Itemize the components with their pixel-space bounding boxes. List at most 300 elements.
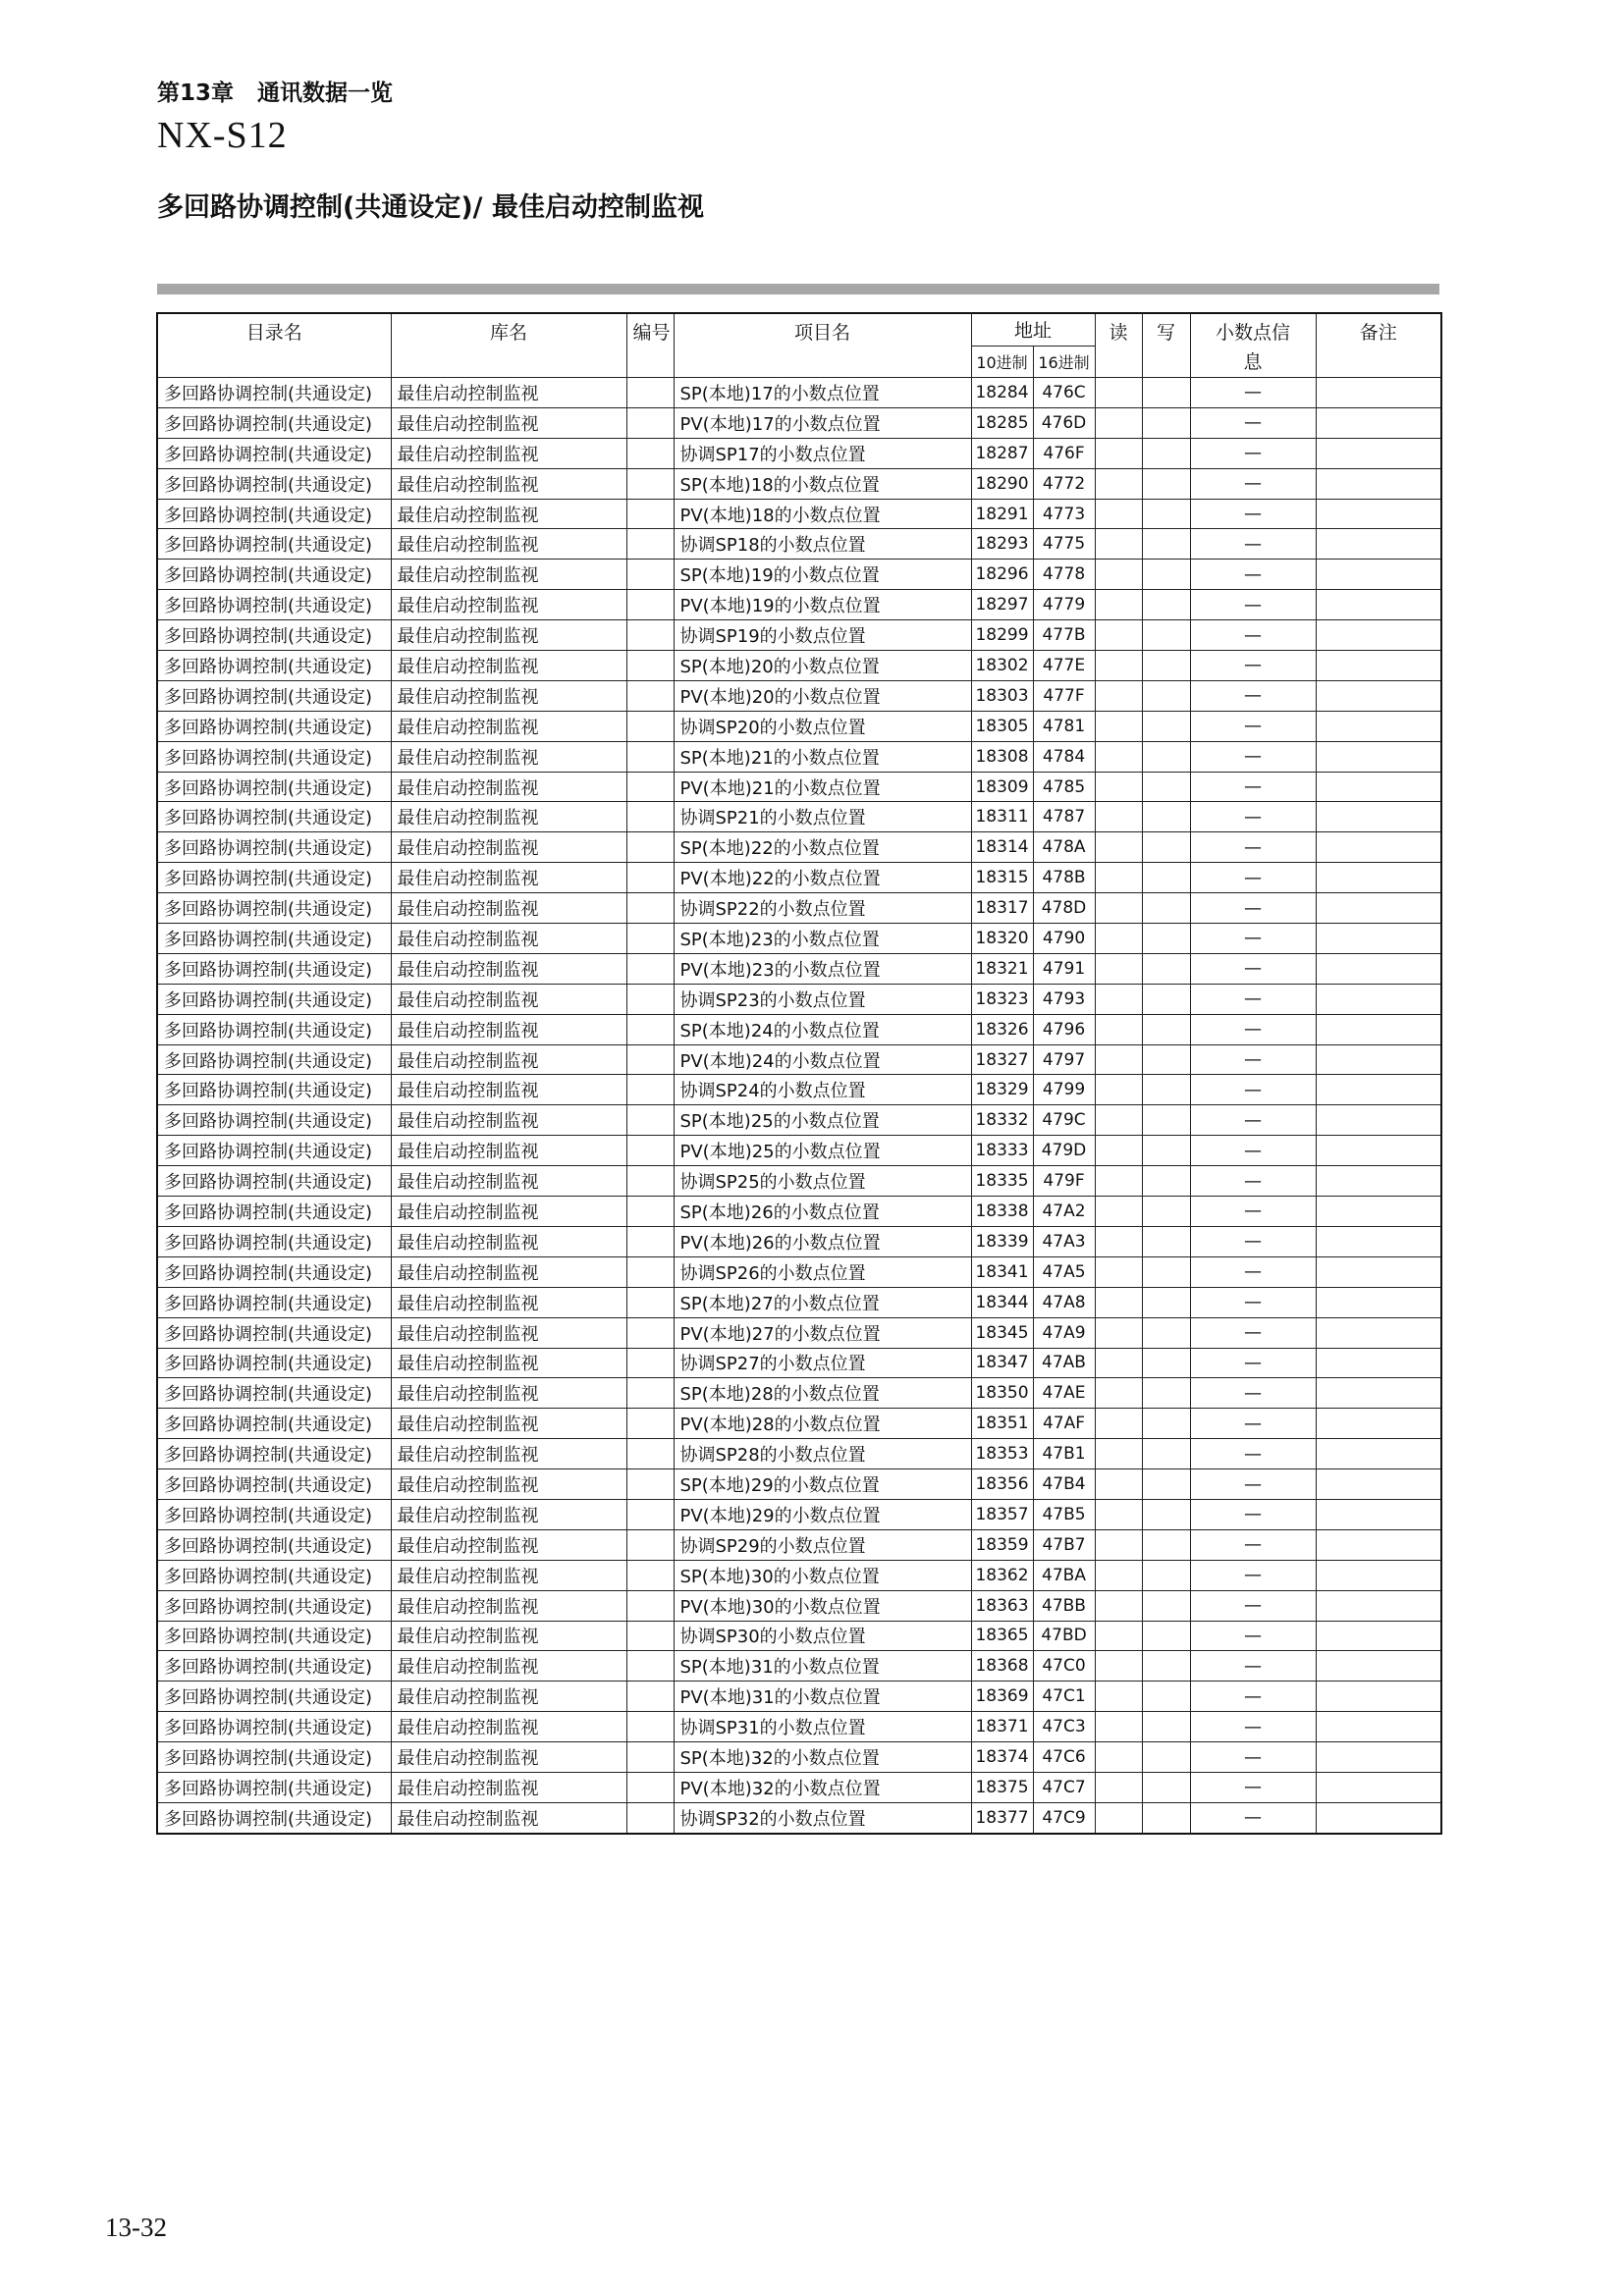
cell-number [626,1136,674,1166]
table-row [157,499,1441,529]
cell-address-dec: 18353 [971,1439,1033,1469]
cell-decimal-info: — [1190,407,1316,438]
cell-number [626,378,674,408]
cell-decimal-info: — [1190,651,1316,681]
header-read: 读 [1095,313,1142,378]
cell-catalog: 多回路协调控制(共通设定) [157,378,391,408]
cell-decimal-info: — [1190,1651,1316,1682]
table-row [157,560,1441,590]
cell-address-dec: 18359 [971,1529,1033,1560]
cell-item: SP(本地)27的小数点位置 [674,1287,971,1317]
cell-write [1142,1529,1190,1560]
cell-item: 协调SP19的小数点位置 [674,620,971,651]
cell-address-dec: 18362 [971,1560,1033,1590]
table-row [157,680,1441,711]
cell-decimal-info: — [1190,1529,1316,1560]
cell-decimal-info: — [1190,590,1316,620]
cell-write [1142,893,1190,924]
cell-item: PV(本地)21的小数点位置 [674,772,971,802]
table-row [157,1317,1441,1348]
cell-decimal-info: — [1190,1772,1316,1802]
table-row [157,711,1441,741]
cell-number [626,407,674,438]
cell-number [626,1560,674,1590]
cell-read [1095,1742,1142,1773]
cell-decimal-info: — [1190,802,1316,832]
cell-address-hex: 47C0 [1033,1651,1095,1682]
cell-remarks [1316,1256,1441,1287]
cell-remarks [1316,893,1441,924]
cell-catalog: 多回路协调控制(共通设定) [157,1802,391,1833]
cell-read [1095,560,1142,590]
cell-catalog: 多回路协调控制(共通设定) [157,1560,391,1590]
cell-address-dec: 18347 [971,1348,1033,1378]
cell-decimal-info: — [1190,772,1316,802]
cell-number [626,1226,674,1256]
cell-catalog: 多回路协调控制(共通设定) [157,802,391,832]
cell-address-hex: 4793 [1033,984,1095,1014]
cell-library: 最佳启动控制监视 [391,499,626,529]
cell-address-hex: 4781 [1033,711,1095,741]
cell-read [1095,1226,1142,1256]
cell-address-hex: 47BB [1033,1590,1095,1621]
cell-read [1095,590,1142,620]
cell-library: 最佳启动控制监视 [391,1197,626,1227]
cell-read [1095,984,1142,1014]
cell-remarks [1316,1682,1441,1712]
cell-number [626,772,674,802]
cell-address-hex: 47BA [1033,1560,1095,1590]
cell-catalog: 多回路协调控制(共通设定) [157,1287,391,1317]
cell-address-hex: 47A5 [1033,1256,1095,1287]
table-row [157,620,1441,651]
cell-read [1095,438,1142,468]
cell-address-hex: 4784 [1033,741,1095,772]
table-row [157,378,1441,408]
cell-number [626,711,674,741]
cell-number [626,832,674,863]
cell-catalog: 多回路协调控制(共通设定) [157,1682,391,1712]
cell-read [1095,651,1142,681]
cell-address-dec: 18335 [971,1166,1033,1197]
table-row [157,651,1441,681]
table-row [157,529,1441,560]
cell-library: 最佳启动控制监视 [391,560,626,590]
cell-item: 协调SP31的小数点位置 [674,1712,971,1742]
table-row [157,468,1441,499]
cell-library: 最佳启动控制监视 [391,1226,626,1256]
cell-number [626,499,674,529]
header-number: 编号 [626,313,674,378]
table-row [157,741,1441,772]
cell-read [1095,863,1142,893]
section-divider [157,284,1439,294]
table-row [157,1529,1441,1560]
cell-number [626,680,674,711]
cell-decimal-info: — [1190,1256,1316,1287]
cell-library: 最佳启动控制监视 [391,1105,626,1136]
cell-decimal-info: — [1190,1348,1316,1378]
cell-remarks [1316,560,1441,590]
cell-write [1142,1014,1190,1044]
cell-address-hex: 4779 [1033,590,1095,620]
cell-read [1095,1409,1142,1439]
cell-read [1095,1044,1142,1075]
cell-write [1142,1409,1190,1439]
table-row [157,1014,1441,1044]
cell-address-hex: 47C7 [1033,1772,1095,1802]
cell-item: 协调SP28的小数点位置 [674,1439,971,1469]
header-library: 库名 [391,313,626,378]
cell-item: PV(本地)19的小数点位置 [674,590,971,620]
cell-write [1142,1378,1190,1409]
cell-library: 最佳启动控制监视 [391,1651,626,1682]
cell-catalog: 多回路协调控制(共通设定) [157,1378,391,1409]
cell-remarks [1316,863,1441,893]
cell-catalog: 多回路协调控制(共通设定) [157,1197,391,1227]
cell-write [1142,772,1190,802]
cell-number [626,1682,674,1712]
cell-number [626,590,674,620]
cell-write [1142,1317,1190,1348]
cell-number [626,1439,674,1469]
cell-read [1095,1621,1142,1651]
table-row [157,1802,1441,1833]
cell-decimal-info: — [1190,378,1316,408]
cell-decimal-info: — [1190,1682,1316,1712]
cell-decimal-info: — [1190,1105,1316,1136]
cell-address-hex: 4775 [1033,529,1095,560]
cell-library: 最佳启动控制监视 [391,590,626,620]
cell-read [1095,407,1142,438]
cell-address-hex: 47AE [1033,1378,1095,1409]
cell-library: 最佳启动控制监视 [391,1590,626,1621]
cell-number [626,1348,674,1378]
cell-number [626,863,674,893]
cell-library: 最佳启动控制监视 [391,1044,626,1075]
cell-read [1095,1348,1142,1378]
cell-item: 协调SP20的小数点位置 [674,711,971,741]
cell-item: 协调SP17的小数点位置 [674,438,971,468]
cell-decimal-info: — [1190,832,1316,863]
cell-write [1142,1075,1190,1105]
cell-item: 协调SP25的小数点位置 [674,1166,971,1197]
chapter-heading [157,75,393,107]
cell-catalog: 多回路协调控制(共通设定) [157,1317,391,1348]
cell-remarks [1316,1226,1441,1256]
cell-address-hex: 476C [1033,378,1095,408]
cell-decimal-info: — [1190,1166,1316,1197]
cell-library: 最佳启动控制监视 [391,984,626,1014]
cell-write [1142,1712,1190,1742]
cell-library: 最佳启动控制监视 [391,1014,626,1044]
cell-library: 最佳启动控制监视 [391,1439,626,1469]
cell-write [1142,1226,1190,1256]
cell-library: 最佳启动控制监视 [391,832,626,863]
cell-address-dec: 18317 [971,893,1033,924]
communication-data-table [156,312,1442,1835]
model-name: NX-S12 [157,115,288,156]
header-item: 项目名 [674,313,971,378]
cell-address-dec: 18303 [971,680,1033,711]
cell-address-hex: 47B5 [1033,1499,1095,1529]
cell-item: SP(本地)26的小数点位置 [674,1197,971,1227]
cell-address-dec: 18332 [971,1105,1033,1136]
table-row [157,1560,1441,1590]
cell-address-dec: 18296 [971,560,1033,590]
cell-decimal-info: — [1190,984,1316,1014]
cell-item: PV(本地)32的小数点位置 [674,1772,971,1802]
cell-item: SP(本地)25的小数点位置 [674,1105,971,1136]
cell-address-hex: 477E [1033,651,1095,681]
cell-write [1142,1348,1190,1378]
cell-write [1142,1197,1190,1227]
cell-number [626,893,674,924]
cell-remarks [1316,1560,1441,1590]
cell-address-hex: 47A8 [1033,1287,1095,1317]
cell-address-dec: 18293 [971,529,1033,560]
table-row [157,1105,1441,1136]
header-decimal-info-text: 小数点信息 [1216,322,1291,373]
cell-decimal-info: — [1190,1560,1316,1590]
cell-address-dec: 18327 [971,1044,1033,1075]
header-remarks: 备注 [1316,313,1441,378]
cell-library: 最佳启动控制监视 [391,1499,626,1529]
cell-address-hex: 4785 [1033,772,1095,802]
cell-read [1095,893,1142,924]
table-row [157,1226,1441,1256]
cell-address-hex: 4790 [1033,924,1095,954]
cell-read [1095,1712,1142,1742]
cell-write [1142,651,1190,681]
table-row [157,407,1441,438]
cell-item: SP(本地)23的小数点位置 [674,924,971,954]
cell-write [1142,1256,1190,1287]
cell-item: PV(本地)24的小数点位置 [674,1044,971,1075]
cell-decimal-info: — [1190,1136,1316,1166]
cell-remarks [1316,1197,1441,1227]
cell-write [1142,984,1190,1014]
cell-read [1095,468,1142,499]
cell-catalog: 多回路协调控制(共通设定) [157,1226,391,1256]
cell-address-hex: 479F [1033,1166,1095,1197]
cell-decimal-info: — [1190,1317,1316,1348]
cell-catalog: 多回路协调控制(共通设定) [157,984,391,1014]
cell-write [1142,499,1190,529]
cell-item: 协调SP23的小数点位置 [674,984,971,1014]
cell-catalog: 多回路协调控制(共通设定) [157,529,391,560]
cell-item: PV(本地)27的小数点位置 [674,1317,971,1348]
cell-item: 协调SP21的小数点位置 [674,802,971,832]
cell-address-dec: 18285 [971,407,1033,438]
cell-address-hex: 477B [1033,620,1095,651]
cell-number [626,1621,674,1651]
cell-item: PV(本地)28的小数点位置 [674,1409,971,1439]
cell-address-dec: 18339 [971,1226,1033,1256]
cell-write [1142,1469,1190,1500]
cell-item: PV(本地)26的小数点位置 [674,1226,971,1256]
cell-address-dec: 18305 [971,711,1033,741]
cell-item: 协调SP18的小数点位置 [674,529,971,560]
cell-write [1142,1439,1190,1469]
cell-remarks [1316,529,1441,560]
cell-item: PV(本地)20的小数点位置 [674,680,971,711]
cell-number [626,529,674,560]
cell-decimal-info: — [1190,499,1316,529]
cell-remarks [1316,407,1441,438]
cell-write [1142,1590,1190,1621]
cell-catalog: 多回路协调控制(共通设定) [157,1439,391,1469]
cell-write [1142,378,1190,408]
cell-item: 协调SP32的小数点位置 [674,1802,971,1833]
cell-library: 最佳启动控制监视 [391,1560,626,1590]
table-row [157,1075,1441,1105]
chapter-number: 第13章 [157,80,235,106]
cell-library: 最佳启动控制监视 [391,924,626,954]
table-body [157,378,1441,1834]
cell-write [1142,680,1190,711]
cell-address-dec: 18365 [971,1621,1033,1651]
cell-address-hex: 47A3 [1033,1226,1095,1256]
cell-decimal-info: — [1190,468,1316,499]
cell-decimal-info: — [1190,1226,1316,1256]
table-row [157,590,1441,620]
cell-decimal-info: — [1190,1712,1316,1742]
cell-catalog: 多回路协调控制(共通设定) [157,468,391,499]
cell-remarks [1316,680,1441,711]
cell-library: 最佳启动控制监视 [391,741,626,772]
cell-item: PV(本地)23的小数点位置 [674,953,971,984]
cell-read [1095,953,1142,984]
cell-catalog: 多回路协调控制(共通设定) [157,1742,391,1773]
cell-remarks [1316,802,1441,832]
cell-library: 最佳启动控制监视 [391,1317,626,1348]
cell-remarks [1316,1802,1441,1833]
cell-decimal-info: — [1190,1742,1316,1773]
table-row [157,893,1441,924]
cell-address-dec: 18344 [971,1287,1033,1317]
cell-read [1095,1136,1142,1166]
cell-library: 最佳启动控制监视 [391,1742,626,1773]
cell-library: 最佳启动控制监视 [391,711,626,741]
table-row [157,1772,1441,1802]
cell-write [1142,711,1190,741]
cell-write [1142,1105,1190,1136]
cell-catalog: 多回路协调控制(共通设定) [157,953,391,984]
cell-remarks [1316,1409,1441,1439]
cell-number [626,953,674,984]
cell-decimal-info: — [1190,924,1316,954]
cell-address-dec: 18315 [971,863,1033,893]
cell-library: 最佳启动控制监视 [391,1348,626,1378]
cell-address-dec: 18291 [971,499,1033,529]
cell-number [626,1802,674,1833]
cell-decimal-info: — [1190,1014,1316,1044]
cell-address-dec: 18371 [971,1712,1033,1742]
cell-read [1095,1075,1142,1105]
cell-number [626,1712,674,1742]
cell-catalog: 多回路协调控制(共通设定) [157,620,391,651]
cell-write [1142,620,1190,651]
cell-address-dec: 18351 [971,1409,1033,1439]
cell-write [1142,1166,1190,1197]
cell-address-hex: 478A [1033,832,1095,863]
cell-address-hex: 4772 [1033,468,1095,499]
table-row [157,1287,1441,1317]
cell-number [626,1742,674,1773]
cell-remarks [1316,1499,1441,1529]
cell-item: SP(本地)32的小数点位置 [674,1742,971,1773]
table-row [157,1469,1441,1500]
cell-library: 最佳启动控制监视 [391,468,626,499]
cell-write [1142,1802,1190,1833]
cell-catalog: 多回路协调控制(共通设定) [157,560,391,590]
cell-library: 最佳启动控制监视 [391,772,626,802]
cell-number [626,1529,674,1560]
cell-catalog: 多回路协调控制(共通设定) [157,924,391,954]
cell-library: 最佳启动控制监视 [391,438,626,468]
cell-number [626,1044,674,1075]
cell-item: 协调SP29的小数点位置 [674,1529,971,1560]
cell-catalog: 多回路协调控制(共通设定) [157,1772,391,1802]
cell-read [1095,772,1142,802]
table-row [157,1621,1441,1651]
cell-item: SP(本地)30的小数点位置 [674,1560,971,1590]
cell-number [626,1317,674,1348]
table-row [157,1136,1441,1166]
cell-catalog: 多回路协调控制(共通设定) [157,1499,391,1529]
cell-address-dec: 18377 [971,1802,1033,1833]
cell-remarks [1316,832,1441,863]
cell-remarks [1316,1287,1441,1317]
cell-address-dec: 18329 [971,1075,1033,1105]
cell-library: 最佳启动控制监视 [391,680,626,711]
cell-address-hex: 47A9 [1033,1317,1095,1348]
table-row [157,438,1441,468]
table-row [157,1651,1441,1682]
cell-address-hex: 478D [1033,893,1095,924]
cell-library: 最佳启动控制监视 [391,953,626,984]
cell-write [1142,832,1190,863]
cell-decimal-info: — [1190,680,1316,711]
cell-catalog: 多回路协调控制(共通设定) [157,1621,391,1651]
cell-number [626,1772,674,1802]
cell-read [1095,1682,1142,1712]
cell-remarks [1316,953,1441,984]
cell-library: 最佳启动控制监视 [391,1136,626,1166]
cell-write [1142,1136,1190,1166]
cell-read [1095,1469,1142,1500]
cell-catalog: 多回路协调控制(共通设定) [157,1014,391,1044]
cell-catalog: 多回路协调控制(共通设定) [157,1529,391,1560]
cell-library: 最佳启动控制监视 [391,1529,626,1560]
cell-library: 最佳启动控制监视 [391,1166,626,1197]
cell-read [1095,1166,1142,1197]
cell-library: 最佳启动控制监视 [391,1682,626,1712]
cell-remarks [1316,1469,1441,1500]
cell-address-dec: 18357 [971,1499,1033,1529]
cell-address-dec: 18356 [971,1469,1033,1500]
cell-remarks [1316,1621,1441,1651]
cell-write [1142,1287,1190,1317]
table-row [157,1197,1441,1227]
cell-write [1142,590,1190,620]
cell-library: 最佳启动控制监视 [391,802,626,832]
cell-catalog: 多回路协调控制(共通设定) [157,1166,391,1197]
cell-number [626,1105,674,1136]
cell-write [1142,438,1190,468]
cell-address-hex: 476F [1033,438,1095,468]
